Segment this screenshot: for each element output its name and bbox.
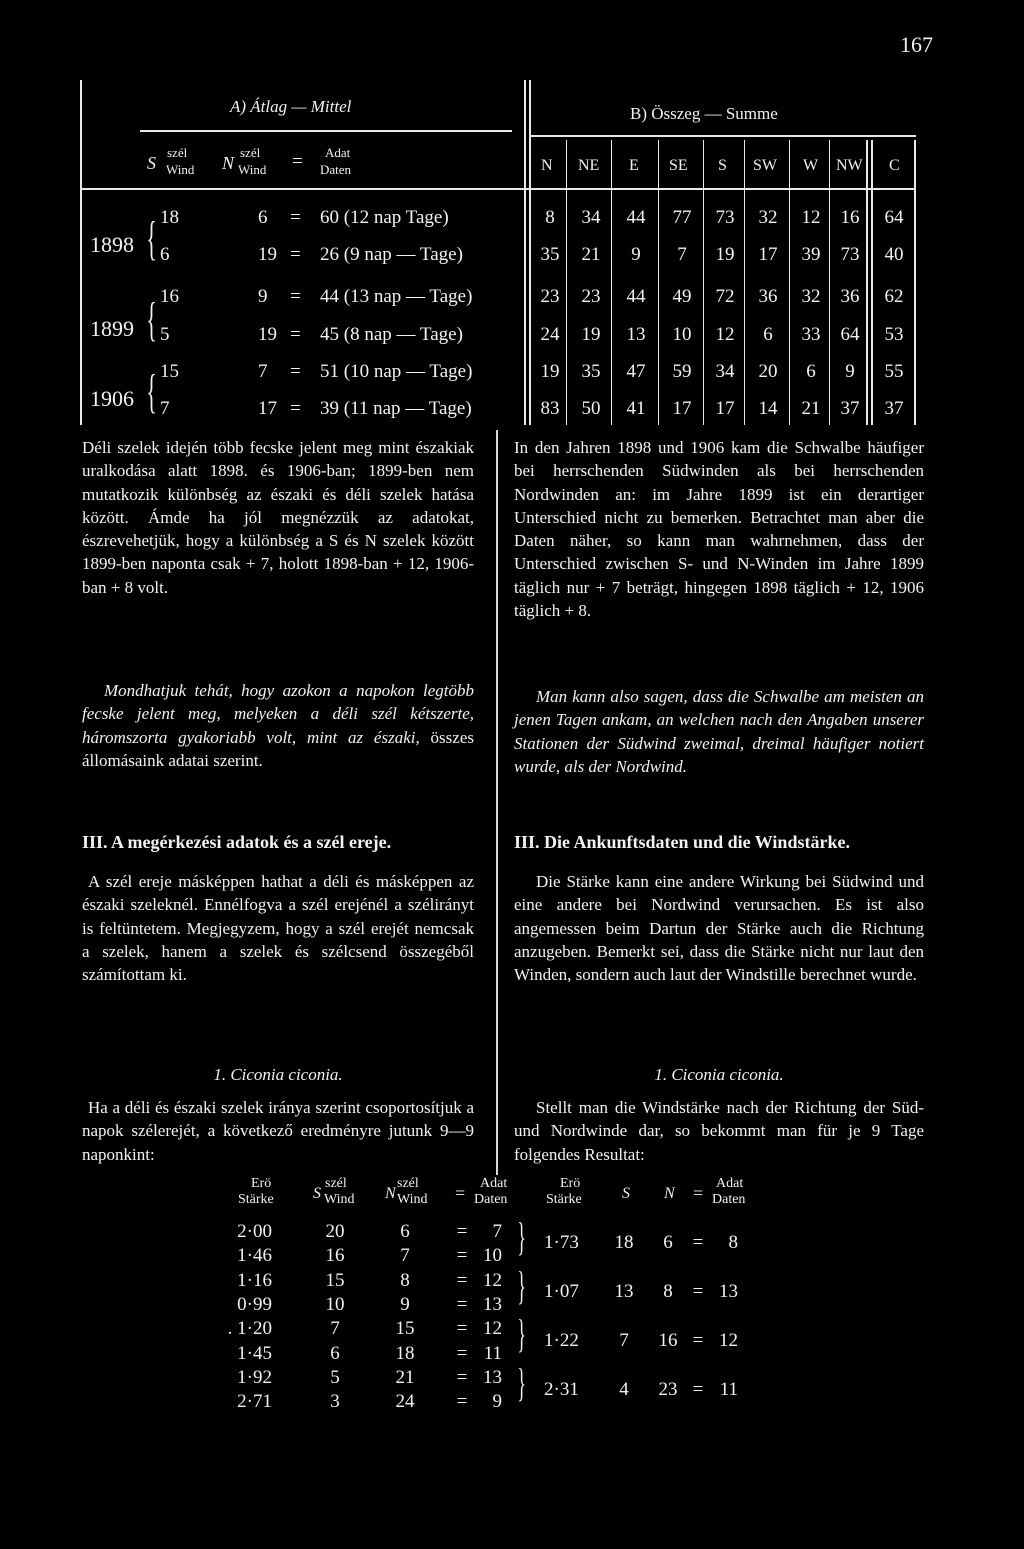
lbt-strength: 1·92 bbox=[237, 1366, 272, 1388]
lbt-h-n: N bbox=[385, 1185, 396, 1202]
lbt-h-n-word: szél bbox=[397, 1176, 419, 1191]
dir-sep bbox=[703, 140, 704, 425]
row-dir-value: 34 bbox=[581, 207, 601, 228]
rbt-eq: = bbox=[692, 1281, 704, 1302]
row-dir-value: 59 bbox=[672, 361, 692, 382]
row-dir-value: 19 bbox=[540, 361, 560, 382]
row-s-value: 7 bbox=[160, 398, 170, 419]
rbt-n: 6 bbox=[663, 1232, 673, 1253]
row-dir-value: 55 bbox=[884, 361, 904, 382]
table-rule-header bbox=[80, 188, 916, 190]
brace-glyph: { bbox=[146, 293, 157, 346]
row-dir-value: 24 bbox=[540, 324, 560, 345]
hdr-dir: SW bbox=[753, 157, 777, 174]
rbt-h-adat: Adat bbox=[716, 1176, 744, 1191]
rbt-s: 7 bbox=[619, 1330, 629, 1351]
hungarian-para3: A szél ereje másképpen hathat a déli és másképpen az északi szeleknél. Ennélfogva a szél erejénél a szélirányt is feltüntetem. Megjegyzem, hogy a szél erejét nemcsak a szelek, hanem a szelek és szélcsend összegéből számítottam ki. bbox=[82, 872, 474, 985]
lbt-eq: = bbox=[456, 1269, 468, 1291]
lbt-h-s: S bbox=[313, 1185, 321, 1202]
lbt-s: 20 bbox=[325, 1221, 345, 1242]
row-dir-value: 44 bbox=[626, 207, 646, 228]
row-dir-value: 41 bbox=[626, 398, 646, 419]
row-dir-value: 44 bbox=[626, 286, 646, 307]
row-dir-value: 12 bbox=[801, 207, 821, 228]
lbt-h-adat: Adat bbox=[480, 1176, 508, 1191]
rbt-strength: 1·22 bbox=[544, 1330, 579, 1351]
row-dir-value: 19 bbox=[581, 324, 601, 345]
hdr-s: S bbox=[147, 153, 156, 173]
lbt-h-s-word2: Wind bbox=[324, 1192, 355, 1207]
row-dir-value: 37 bbox=[884, 398, 904, 419]
table-divider-a-b bbox=[524, 80, 526, 425]
hdr-dir: S bbox=[718, 157, 727, 174]
row-n-value: 19 bbox=[258, 324, 277, 345]
lbt-data: 9 bbox=[492, 1391, 502, 1413]
lbt-eq: = bbox=[456, 1318, 468, 1340]
lbt-strength: 1·45 bbox=[237, 1342, 272, 1364]
dir-sep bbox=[566, 140, 567, 425]
hungarian-heading: III. A megérkezési adatok és a szél ereje. bbox=[82, 832, 392, 852]
brace-glyph: } bbox=[517, 1359, 526, 1405]
row-day-value: 60 (12 nap Tage) bbox=[320, 207, 449, 228]
hdr-dir: NE bbox=[578, 157, 600, 174]
dir-sep bbox=[658, 140, 659, 425]
hdr-adat: Adat bbox=[325, 145, 351, 160]
row-dir-value: 36 bbox=[758, 286, 778, 307]
column-divider bbox=[496, 430, 498, 1175]
hungarian-para2-rest: összes állomásaink adatai szerint. bbox=[82, 727, 474, 770]
lbt-s: 10 bbox=[325, 1293, 345, 1315]
year-label: 1898 bbox=[90, 232, 134, 257]
row-n-value: 19 bbox=[258, 244, 277, 265]
row-dir-value: 73 bbox=[715, 207, 735, 228]
rbt-s: 18 bbox=[614, 1232, 634, 1253]
rbt-data: 12 bbox=[719, 1330, 738, 1351]
row-dir-value: 34 bbox=[715, 361, 735, 382]
row-eq: = bbox=[290, 361, 301, 382]
row-dir-value: 14 bbox=[758, 398, 778, 419]
german-para3: Die Stärke kann eine andere Wirkung bei Südwind und eine andere bei Nordwind verursachen. Es ist also angemessen beim Dartun der Stärke auch die Richtung anzugeben. Bemerkt sei, dass die Stärke nicht nur laut den Winden, sondern auch laut der Windstille berechnet wurde. bbox=[514, 872, 924, 985]
row-dir-value: 53 bbox=[884, 324, 904, 345]
row-s-value: 6 bbox=[160, 244, 170, 265]
row-dir-value: 21 bbox=[801, 398, 821, 419]
brace-glyph: } bbox=[517, 1214, 526, 1259]
row-dir-value: 20 bbox=[758, 361, 778, 382]
lbt-h-s-word: szél bbox=[325, 1176, 347, 1191]
lbt-strength: 1·16 bbox=[237, 1269, 272, 1291]
rbt-h-ero: Erö bbox=[560, 1176, 581, 1191]
table-title-b: B) Összeg — Summe bbox=[630, 104, 778, 123]
hdr-n: N bbox=[222, 153, 235, 173]
lbt-eq: = bbox=[456, 1342, 468, 1364]
row-dir-value: 39 bbox=[801, 244, 821, 265]
row-dir-value: 37 bbox=[840, 398, 860, 419]
rbt-data: 13 bbox=[719, 1281, 738, 1302]
row-dir-value: 50 bbox=[581, 398, 601, 419]
lbt-data: 13 bbox=[483, 1366, 502, 1388]
row-dir-value: 35 bbox=[581, 361, 601, 382]
lbt-n: 7 bbox=[400, 1245, 410, 1267]
row-dir-value: 73 bbox=[840, 244, 860, 265]
row-eq: = bbox=[290, 324, 301, 345]
hungarian-para2-italic: Mondhatjuk tehát, hogy azokon a napokon legtöbb fecske jelent meg, melyeken a déli szél kétszerte, háromszorta gyakoriabb volt, mint az északi, bbox=[82, 681, 474, 747]
row-dir-value: 49 bbox=[672, 286, 692, 307]
lbt-strength: 2·71 bbox=[237, 1391, 272, 1413]
row-s-value: 16 bbox=[160, 286, 179, 307]
rbt-n: 16 bbox=[658, 1330, 678, 1351]
lbt-n: 8 bbox=[400, 1269, 410, 1291]
row-dir-value: 83 bbox=[540, 398, 560, 419]
lbt-h-daten: Daten bbox=[474, 1192, 508, 1207]
row-dir-value: 35 bbox=[540, 244, 560, 265]
rbt-eq: = bbox=[692, 1232, 704, 1253]
rbt-data: 11 bbox=[719, 1379, 738, 1400]
row-dir-value: 13 bbox=[626, 324, 646, 345]
row-s-value: 15 bbox=[160, 361, 179, 382]
lbt-data: 11 bbox=[483, 1342, 502, 1364]
row-dir-value: 64 bbox=[884, 207, 904, 228]
hdr-eq: = bbox=[292, 151, 303, 172]
brace-glyph: } bbox=[517, 1262, 526, 1308]
hdr-daten: Daten bbox=[320, 162, 352, 177]
lbt-strength: 1·46 bbox=[237, 1245, 272, 1267]
hdr-n-word2: Wind bbox=[238, 162, 267, 177]
table-divider-a-b-2 bbox=[529, 80, 531, 425]
lbt-s: 5 bbox=[330, 1366, 340, 1388]
table-border-right bbox=[914, 140, 916, 425]
german-species: 1. Ciconia ciconia. bbox=[654, 1065, 784, 1084]
row-dir-value: 21 bbox=[581, 244, 601, 265]
lbt-n: 9 bbox=[400, 1293, 410, 1315]
row-dir-value: 77 bbox=[672, 207, 692, 228]
lbt-eq: = bbox=[456, 1221, 468, 1242]
lbt-strength: 0·99 bbox=[237, 1293, 272, 1315]
rbt-strength: 2·31 bbox=[544, 1379, 579, 1400]
hungarian-species: 1. Ciconia ciconia. bbox=[213, 1065, 343, 1084]
row-dir-value: 17 bbox=[758, 244, 778, 265]
hungarian-para2 bbox=[82, 679, 474, 772]
row-dir-value: 6 bbox=[806, 361, 816, 382]
lbt-eq: = bbox=[456, 1366, 468, 1388]
table-border-left bbox=[80, 80, 82, 425]
row-eq: = bbox=[290, 286, 301, 307]
row-eq: = bbox=[290, 207, 301, 228]
lbt-n: 6 bbox=[400, 1221, 410, 1242]
hdr-s-word: szél bbox=[167, 145, 188, 160]
row-dir-value: 33 bbox=[801, 324, 821, 345]
page-number: 167 bbox=[900, 32, 933, 57]
row-n-value: 7 bbox=[258, 361, 268, 382]
table-divider-c-2 bbox=[871, 140, 873, 425]
row-eq: = bbox=[290, 244, 301, 265]
german-para4: Stellt man die Windstärke nach der Richtung der Süd- und Nordwinde dar, so bekommt man für je 9 Tage folgendes Resultat: bbox=[514, 1098, 924, 1164]
hdr-dir: SE bbox=[669, 157, 688, 174]
hungarian-para4: Ha a déli és északi szelek iránya szerint csoportosítjuk a napok szélerejét, a következő eredményre jutunk 9—9 naponkint: bbox=[82, 1098, 474, 1164]
row-dir-value: 9 bbox=[845, 361, 855, 382]
dir-sep bbox=[611, 140, 612, 425]
rbt-h-starke: Stärke bbox=[546, 1192, 582, 1207]
row-n-value: 6 bbox=[258, 207, 268, 228]
lbt-n: 15 bbox=[395, 1318, 415, 1340]
rbt-n: 23 bbox=[658, 1379, 678, 1400]
hdr-dir: E bbox=[629, 157, 639, 174]
row-day-value: 51 (10 nap — Tage) bbox=[320, 361, 473, 382]
hdr-s-word2: Wind bbox=[166, 162, 195, 177]
lbt-h-n-word2: Wind bbox=[397, 1192, 428, 1207]
table-rule-a bbox=[140, 130, 512, 132]
lbt-n: 21 bbox=[395, 1366, 415, 1388]
lbt-eq: = bbox=[456, 1391, 468, 1413]
lbt-h-eq: = bbox=[455, 1183, 466, 1203]
row-dir-value: 8 bbox=[545, 207, 555, 228]
row-dir-value: 10 bbox=[672, 324, 692, 345]
hdr-dir: C bbox=[889, 157, 900, 174]
brace-glyph: } bbox=[517, 1311, 526, 1357]
table-rule-b bbox=[529, 135, 916, 137]
row-dir-value: 64 bbox=[840, 324, 860, 345]
lbt-data: 7 bbox=[492, 1221, 502, 1242]
dir-sep bbox=[829, 140, 830, 425]
lbt-data: 13 bbox=[483, 1293, 502, 1315]
hdr-n-word: szél bbox=[240, 145, 261, 160]
dir-sep bbox=[789, 140, 790, 425]
table-title-a: A) Átlag — Mittel bbox=[230, 97, 352, 116]
table-divider-c bbox=[866, 140, 868, 425]
year-label: 1899 bbox=[90, 316, 134, 341]
row-dir-value: 40 bbox=[884, 244, 904, 265]
rbt-h-s: S bbox=[622, 1185, 630, 1202]
row-eq: = bbox=[290, 398, 301, 419]
row-dir-value: 47 bbox=[626, 361, 646, 382]
dir-sep bbox=[744, 140, 745, 425]
row-dir-value: 62 bbox=[884, 286, 904, 307]
rbt-s: 4 bbox=[619, 1379, 629, 1400]
rbt-h-n: N bbox=[664, 1185, 675, 1202]
row-dir-value: 72 bbox=[715, 286, 735, 307]
lbt-eq: = bbox=[456, 1293, 468, 1315]
lbt-data: 12 bbox=[483, 1269, 502, 1291]
row-dir-value: 9 bbox=[631, 244, 641, 265]
row-dir-value: 32 bbox=[758, 207, 778, 228]
row-day-value: 26 (9 nap — Tage) bbox=[320, 244, 463, 265]
row-dir-value: 32 bbox=[801, 286, 821, 307]
rbt-s: 13 bbox=[614, 1281, 634, 1302]
brace-glyph: { bbox=[146, 365, 157, 418]
rbt-h-eq: = bbox=[693, 1183, 704, 1203]
row-dir-value: 7 bbox=[677, 244, 687, 265]
lbt-s: 3 bbox=[330, 1391, 340, 1413]
rbt-n: 8 bbox=[663, 1281, 673, 1302]
lbt-s: 15 bbox=[325, 1269, 345, 1291]
rbt-h-daten: Daten bbox=[712, 1192, 746, 1207]
german-para1: In den Jahren 1898 und 1906 kam die Schwalbe häufiger bei herrschenden Südwinden als bei herrschenden Nordwinden an: im Jahre 1899 ist ein derartiger Unterschied nicht zu bemerken. Betrachtet man aber die Daten näher, so kann man wahrnehmen, dass der Unterschied zwischen S- und N-Winden im Jahre 1899 täglich nur + 7 beträgt, hingegen 1898 täglich + 12, 1906 täglich + 8. bbox=[514, 438, 924, 621]
year-label: 1906 bbox=[90, 386, 134, 411]
hdr-dir: N bbox=[541, 157, 553, 174]
lbt-s: 6 bbox=[330, 1342, 340, 1364]
row-dir-value: 17 bbox=[672, 398, 692, 419]
lbt-data: 10 bbox=[483, 1245, 502, 1267]
row-day-value: 45 (8 nap — Tage) bbox=[320, 324, 463, 345]
rbt-eq: = bbox=[692, 1330, 704, 1351]
row-dir-value: 6 bbox=[763, 324, 773, 345]
row-s-value: 5 bbox=[160, 324, 170, 345]
lbt-s: 16 bbox=[325, 1245, 345, 1267]
lbt-h-starke: Stärke bbox=[238, 1192, 274, 1207]
row-dir-value: 23 bbox=[581, 286, 601, 307]
row-dir-value: 12 bbox=[715, 324, 735, 345]
rbt-data: 8 bbox=[728, 1232, 738, 1253]
row-n-value: 17 bbox=[258, 398, 277, 419]
lbt-n: 18 bbox=[395, 1342, 415, 1364]
german-para2: Man kann also sagen, dass die Schwalbe am meisten an jenen Tagen ankam, an welchen nach den Angaben unserer Stationen der Südwind zweimal, dreimal häufiger notiert wurde, als der Nordwind. bbox=[514, 687, 924, 776]
rbt-eq: = bbox=[692, 1379, 704, 1400]
row-dir-value: 23 bbox=[540, 286, 560, 307]
row-dir-value: 19 bbox=[715, 244, 735, 265]
row-day-value: 39 (11 nap — Tage) bbox=[320, 398, 472, 419]
lbt-h-ero: Erö bbox=[251, 1176, 272, 1191]
row-dir-value: 17 bbox=[715, 398, 735, 419]
rbt-strength: 1·73 bbox=[544, 1232, 579, 1253]
lbt-n: 24 bbox=[395, 1391, 415, 1413]
row-dir-value: 36 bbox=[840, 286, 860, 307]
row-dir-value: 16 bbox=[840, 207, 860, 228]
lbt-strength: 2·00 bbox=[237, 1221, 272, 1242]
hdr-dir: NW bbox=[836, 157, 863, 174]
lbt-strength: . 1·20 bbox=[227, 1318, 272, 1340]
hdr-dir: W bbox=[803, 157, 819, 174]
lbt-eq: = bbox=[456, 1245, 468, 1267]
lbt-data: 12 bbox=[483, 1318, 502, 1340]
german-heading: III. Die Ankunftsdaten und die Windstärke. bbox=[514, 832, 850, 852]
row-day-value: 44 (13 nap — Tage) bbox=[320, 286, 473, 307]
hungarian-para1: Déli szelek idején több fecske jelent meg mint északiak uralkodása alatt 1898. és 1906-ban; 1899-ben nem mutatkozik különbség az északi és déli szelek hatása között. Ámde ha jól megnézzük az adatokat, észrevehetjük, hogy a különbség a S és N szelek között 1899-ben naponta csak + 7, holott 1898-ban + 12, 1906-ban + 8 volt. bbox=[82, 438, 474, 597]
row-s-value: 18 bbox=[160, 207, 179, 228]
row-n-value: 9 bbox=[258, 286, 268, 307]
rbt-strength: 1·07 bbox=[544, 1281, 579, 1302]
lbt-s: 7 bbox=[330, 1318, 340, 1340]
brace-glyph: { bbox=[146, 212, 157, 265]
